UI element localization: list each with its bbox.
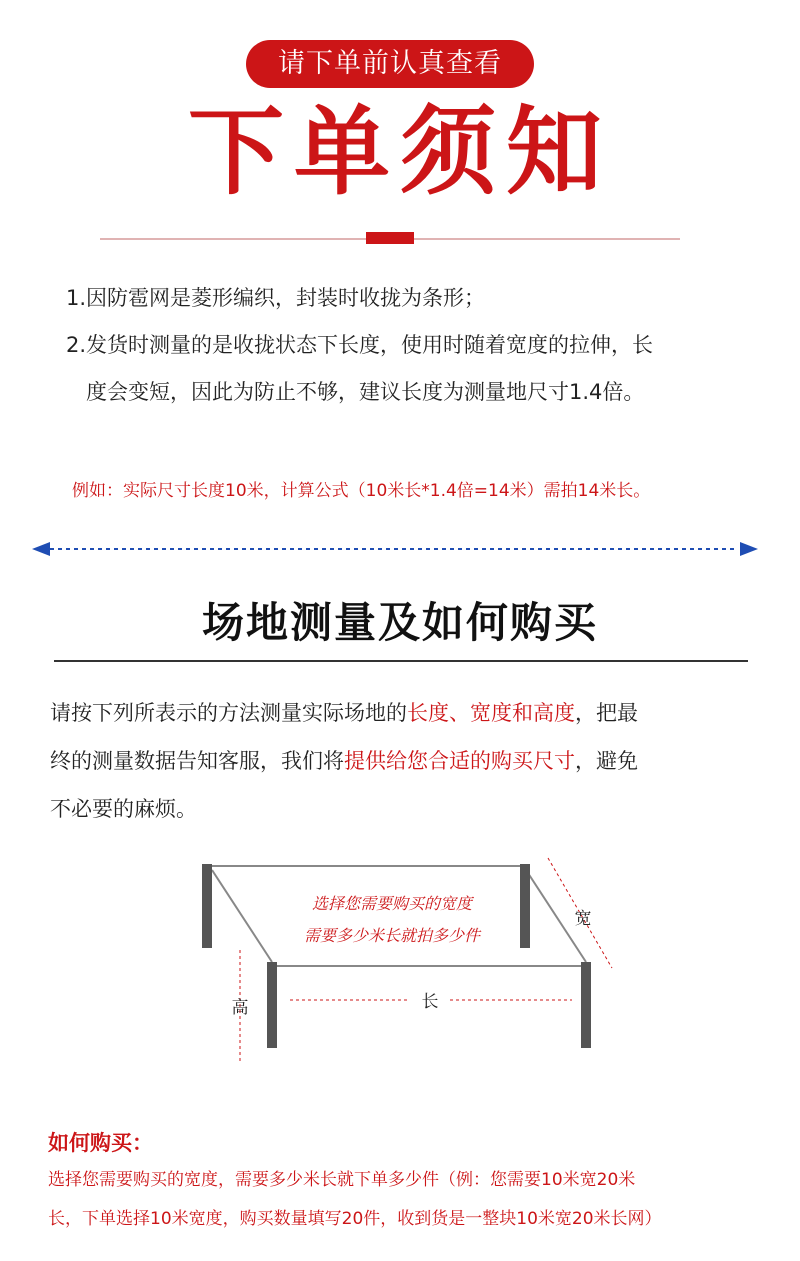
post-front-left bbox=[267, 962, 277, 1048]
p2-highlight: 提供给您合适的购买尺寸 bbox=[344, 749, 575, 773]
how-to-buy-line-1: 选择您需要购买的宽度，需要多少米长就下单多少件（例：您需要10米宽20米 bbox=[48, 1170, 636, 1190]
paragraph-line-1 bbox=[50, 698, 638, 728]
post-back-right bbox=[520, 864, 530, 948]
paragraph-line-2 bbox=[50, 746, 638, 776]
paragraph-line-3: 不必要的麻烦。 bbox=[50, 797, 197, 821]
diagram-hint-1: 选择您需要购买的宽度 bbox=[311, 894, 473, 913]
post-front-right bbox=[581, 962, 591, 1048]
how-to-buy-title: 如何购买： bbox=[48, 1131, 153, 1155]
post-back-left bbox=[202, 864, 212, 948]
page-title: 下单须知 bbox=[188, 96, 612, 208]
note-line-2a: 2.发货时测量的是收拢状态下长度，使用时随着宽度的拉伸，长 bbox=[66, 333, 654, 357]
diagram-hint-2: 需要多少米长就拍多少件 bbox=[303, 926, 481, 945]
title-underline-mark bbox=[366, 232, 414, 244]
note-line-2b: 度会变短，因此为防止不够，建议长度为测量地尺寸1.4倍。 bbox=[86, 380, 645, 404]
section-rule bbox=[54, 660, 748, 662]
notice-pill: 请下单前认真查看 bbox=[246, 40, 534, 88]
width-label: 宽 bbox=[574, 909, 592, 929]
how-to-buy-line-2: 长，下单选择10米宽度，购买数量填写20件，收到货是一整块10米宽20米长网） bbox=[48, 1209, 662, 1229]
section-title: 场地测量及如何购买 bbox=[201, 598, 598, 647]
p1-text-a: 请按下列所表示的方法测量实际场地的 bbox=[50, 701, 407, 725]
p2-text-b: ，避免 bbox=[575, 749, 638, 773]
measurement-diagram bbox=[0, 850, 800, 1080]
length-label: 长 bbox=[421, 992, 439, 1012]
arrow-left-icon bbox=[32, 542, 50, 556]
p1-text-b: ，把最 bbox=[575, 701, 638, 725]
arrow-right-icon bbox=[740, 542, 758, 556]
arrow-divider bbox=[30, 538, 760, 560]
height-label: 高 bbox=[231, 998, 249, 1018]
note-line-1: 1.因防雹网是菱形编织，封装时收拢为条形； bbox=[66, 286, 486, 310]
p2-text-a: 终的测量数据告知客服，我们将 bbox=[50, 749, 344, 773]
p1-highlight: 长度、宽度和高度 bbox=[407, 701, 575, 725]
left-side-wire bbox=[212, 870, 272, 962]
example-text: 例如：实际尺寸长度10米，计算公式（10米长*1.4倍=14米）需拍14米长。 bbox=[72, 481, 651, 501]
